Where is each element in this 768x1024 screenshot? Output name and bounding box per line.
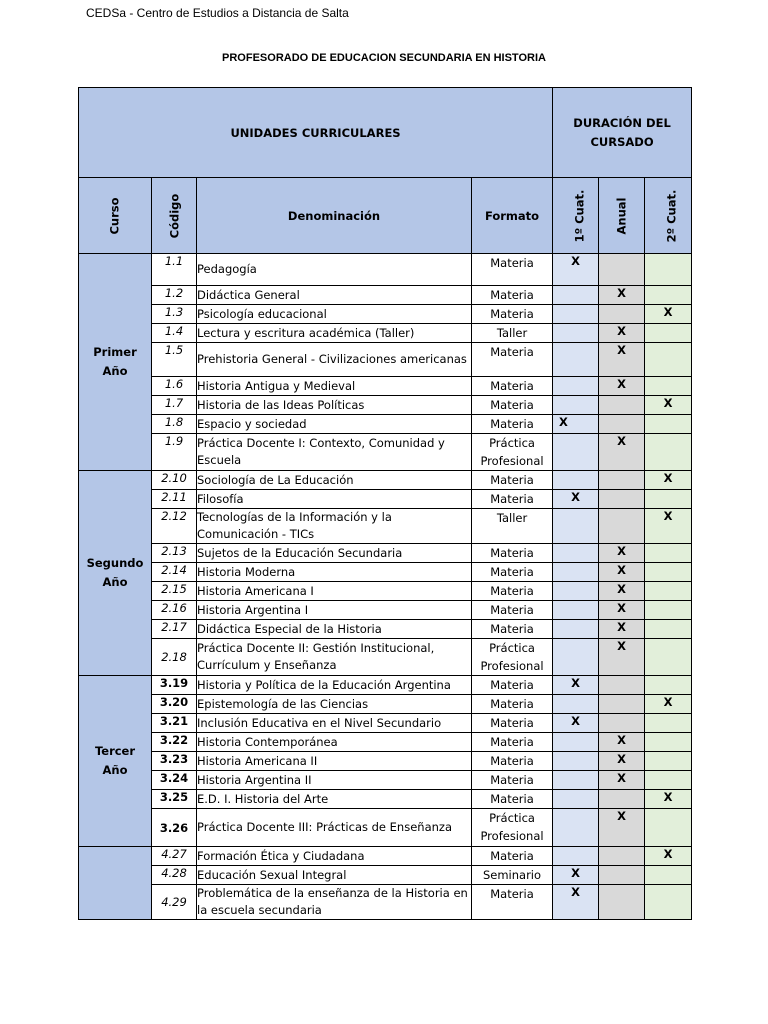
anual-cell: X: [599, 639, 645, 676]
col-anual: Anual: [599, 178, 645, 254]
anual-cell: [599, 714, 645, 733]
formato-cell: Materia: [472, 563, 553, 582]
formato-cell: Materia: [472, 254, 553, 286]
table-row: [79, 866, 692, 885]
cuat2-cell: [645, 809, 692, 847]
denominacion-cell: Prehistoria General - Civilizaciones americanas: [197, 343, 472, 377]
formato-cell: Taller: [472, 509, 553, 544]
cuat2-cell: [645, 752, 692, 771]
formato-cell: Materia: [472, 620, 553, 639]
cuat1-cell: [553, 544, 599, 563]
denominacion-cell: Historia Moderna: [197, 563, 472, 582]
denominacion-cell: Historia y Política de la Educación Argentina: [197, 676, 472, 695]
cuat1-cell: [553, 471, 599, 490]
cuat2-cell: [645, 771, 692, 790]
anual-cell: X: [599, 752, 645, 771]
code-cell: 3.26: [152, 809, 197, 847]
cuat2-cell: [645, 714, 692, 733]
cuat1-cell: [553, 809, 599, 847]
code-cell: 2.13: [152, 544, 197, 563]
year-cell: [79, 254, 152, 471]
table-row: [79, 544, 692, 563]
formato-cell: Materia: [472, 471, 553, 490]
cuat2-cell: [645, 885, 692, 920]
year-label-line2: Año: [102, 364, 128, 378]
cuat2-cell: [645, 639, 692, 676]
cuat1-cell: X: [553, 676, 599, 695]
formato-cell: Materia: [472, 582, 553, 601]
denominacion-cell: Inclusión Educativa en el Nivel Secundario: [197, 714, 472, 733]
code-cell: 3.25: [152, 790, 197, 809]
col-2-cuat: 2º Cuat.: [645, 178, 692, 254]
code-cell: 2.10: [152, 471, 197, 490]
document-title: PROFESORADO DE EDUCACION SECUNDARIA EN HISTORIA: [222, 52, 546, 64]
table-row: [79, 620, 692, 639]
cuat2-cell: X: [645, 305, 692, 324]
formato-cell: Práctica Profesional: [472, 639, 553, 676]
denominacion-cell: E.D. I. Historia del Arte: [197, 790, 472, 809]
code-cell: 1.2: [152, 286, 197, 305]
cuat2-cell: [645, 377, 692, 396]
formato-cell: Práctica Profesional: [472, 809, 553, 847]
code-cell: 1.1: [152, 254, 197, 286]
table-row: [79, 733, 692, 752]
formato-cell: Materia: [472, 885, 553, 920]
col-codigo: Código: [152, 178, 197, 254]
cuat1-cell: [553, 639, 599, 676]
table-row: [79, 639, 692, 676]
anual-cell: [599, 490, 645, 509]
year-label-line2: Año: [102, 575, 128, 589]
denominacion-cell: Sujetos de la Educación Secundaria: [197, 544, 472, 563]
table-row: [79, 415, 692, 434]
cuat1-cell: [553, 752, 599, 771]
anual-cell: X: [599, 286, 645, 305]
curriculum-table: [78, 87, 692, 920]
year-cell: [79, 471, 152, 676]
code-cell: 2.18: [152, 639, 197, 676]
table-row: [79, 324, 692, 343]
anual-cell: X: [599, 771, 645, 790]
cuat2-cell: [645, 343, 692, 377]
table-row: [79, 509, 692, 544]
table-row: [79, 434, 692, 471]
cuat2-cell: X: [645, 509, 692, 544]
anual-cell: [599, 254, 645, 286]
cuat1-cell: [553, 733, 599, 752]
code-cell: 1.7: [152, 396, 197, 415]
cuat1-cell: X: [553, 714, 599, 733]
code-cell: 4.29: [152, 885, 197, 920]
table-row: [79, 676, 692, 695]
denominacion-cell: Historia de las Ideas Políticas: [197, 396, 472, 415]
code-cell: 3.20: [152, 695, 197, 714]
formato-cell: Materia: [472, 286, 553, 305]
code-cell: 3.23: [152, 752, 197, 771]
denominacion-cell: Historia Americana I: [197, 582, 472, 601]
anual-cell: [599, 790, 645, 809]
cuat2-cell: [645, 415, 692, 434]
table-row: [79, 286, 692, 305]
denominacion-cell: Práctica Docente I: Contexto, Comunidad y Escuela: [197, 434, 472, 471]
code-cell: 1.3: [152, 305, 197, 324]
col-denominacion: Denominación: [197, 178, 472, 254]
formato-cell: Práctica Profesional: [472, 434, 553, 471]
anual-cell: X: [599, 733, 645, 752]
denominacion-cell: Práctica Docente II: Gestión Institucional, Currículum y Enseñanza: [197, 639, 472, 676]
table-row: [79, 396, 692, 415]
code-cell: 3.19: [152, 676, 197, 695]
formato-cell: Materia: [472, 415, 553, 434]
anual-cell: X: [599, 582, 645, 601]
cuat1-cell: [553, 771, 599, 790]
anual-cell: X: [599, 377, 645, 396]
curriculum-body: [79, 254, 692, 920]
denominacion-cell: Espacio y sociedad: [197, 415, 472, 434]
denominacion-cell: Historia Contemporánea: [197, 733, 472, 752]
year-cell: [79, 676, 152, 847]
table-row: [79, 752, 692, 771]
formato-cell: Materia: [472, 490, 553, 509]
anual-cell: [599, 885, 645, 920]
cuat1-cell: X: [553, 490, 599, 509]
formato-cell: Materia: [472, 676, 553, 695]
anual-cell: X: [599, 434, 645, 471]
formato-cell: Materia: [472, 396, 553, 415]
formato-cell: Materia: [472, 305, 553, 324]
code-cell: 2.17: [152, 620, 197, 639]
formato-cell: Taller: [472, 324, 553, 343]
cuat1-cell: [553, 582, 599, 601]
anual-cell: [599, 866, 645, 885]
code-cell: 4.28: [152, 866, 197, 885]
table-row: [79, 471, 692, 490]
code-cell: 2.16: [152, 601, 197, 620]
code-cell: 2.15: [152, 582, 197, 601]
code-cell: 1.5: [152, 343, 197, 377]
denominacion-cell: Historia Argentina I: [197, 601, 472, 620]
denominacion-cell: Tecnologías de la Información y la Comunicación - TICs: [197, 509, 472, 544]
cuat1-cell: [553, 601, 599, 620]
col-curso: Curso: [79, 178, 152, 254]
year-cell: [79, 847, 152, 920]
cuat1-cell: [553, 377, 599, 396]
denominacion-cell: Lectura y escritura académica (Taller): [197, 324, 472, 343]
cuat1-cell: [553, 396, 599, 415]
code-cell: 3.21: [152, 714, 197, 733]
cuat2-cell: [645, 733, 692, 752]
formato-cell: Materia: [472, 377, 553, 396]
anual-cell: [599, 676, 645, 695]
table-row: [79, 790, 692, 809]
duration-header-line2: CURSADO: [590, 134, 654, 149]
formato-cell: Materia: [472, 544, 553, 563]
cuat1-cell: [553, 286, 599, 305]
table-row: [79, 809, 692, 847]
table-row: [79, 885, 692, 920]
cuat2-cell: [645, 286, 692, 305]
table-row: [79, 377, 692, 396]
table-row: [79, 563, 692, 582]
denominacion-cell: Sociología de La Educación: [197, 471, 472, 490]
year-label-line2: Año: [102, 763, 128, 777]
cuat2-cell: [645, 324, 692, 343]
table-row: [79, 771, 692, 790]
cuat1-cell: [553, 305, 599, 324]
table-row: [79, 343, 692, 377]
curricular-units-header: UNIDADES CURRICULARES: [79, 88, 553, 178]
cuat2-cell: X: [645, 396, 692, 415]
formato-cell: Materia: [472, 790, 553, 809]
code-cell: 3.22: [152, 733, 197, 752]
cuat1-cell: X: [553, 415, 599, 434]
code-cell: 1.9: [152, 434, 197, 471]
anual-cell: X: [599, 324, 645, 343]
anual-cell: X: [599, 601, 645, 620]
denominacion-cell: Problemática de la enseñanza de la Historia en la escuela secundaria: [197, 885, 472, 920]
cuat2-cell: X: [645, 471, 692, 490]
table-row: [79, 490, 692, 509]
cuat1-cell: [553, 620, 599, 639]
cuat1-cell: X: [553, 885, 599, 920]
cuat1-cell: [553, 847, 599, 866]
table-row: [79, 695, 692, 714]
cuat2-cell: [645, 620, 692, 639]
table-row: [79, 847, 692, 866]
formato-cell: Materia: [472, 847, 553, 866]
code-cell: 3.24: [152, 771, 197, 790]
cuat1-cell: [553, 790, 599, 809]
formato-cell: Materia: [472, 714, 553, 733]
code-cell: 4.27: [152, 847, 197, 866]
cuat1-cell: X: [553, 866, 599, 885]
document-header: CEDSa - Centro de Estudios a Distancia de Salta: [86, 6, 349, 20]
anual-cell: [599, 396, 645, 415]
denominacion-cell: Didáctica General: [197, 286, 472, 305]
cuat1-cell: [553, 509, 599, 544]
formato-cell: Materia: [472, 343, 553, 377]
formato-cell: Seminario: [472, 866, 553, 885]
denominacion-cell: Práctica Docente III: Prácticas de Enseñanza: [197, 809, 472, 847]
table-row: [79, 582, 692, 601]
table-row: [79, 305, 692, 324]
code-cell: 1.8: [152, 415, 197, 434]
denominacion-cell: Psicología educacional: [197, 305, 472, 324]
year-label-line1: Tercer: [94, 744, 136, 758]
cuat1-cell: [553, 343, 599, 377]
cuat2-cell: X: [645, 695, 692, 714]
denominacion-cell: Historia Americana II: [197, 752, 472, 771]
cuat2-cell: [645, 676, 692, 695]
anual-cell: [599, 415, 645, 434]
anual-cell: X: [599, 809, 645, 847]
cuat1-cell: [553, 324, 599, 343]
code-cell: 2.12: [152, 509, 197, 544]
anual-cell: [599, 847, 645, 866]
table-row: [79, 254, 692, 286]
denominacion-cell: Historia Antigua y Medieval: [197, 377, 472, 396]
anual-cell: X: [599, 563, 645, 582]
cuat2-cell: [645, 601, 692, 620]
cuat2-cell: [645, 254, 692, 286]
year-label-line1: Primer: [93, 345, 137, 359]
denominacion-cell: Educación Sexual Integral: [197, 866, 472, 885]
col-formato: Formato: [472, 178, 553, 254]
anual-cell: [599, 305, 645, 324]
year-label-line1: Segundo: [86, 556, 144, 570]
formato-cell: Materia: [472, 733, 553, 752]
cuat2-cell: [645, 490, 692, 509]
cuat1-cell: X: [553, 254, 599, 286]
formato-cell: Materia: [472, 695, 553, 714]
anual-cell: X: [599, 544, 645, 563]
denominacion-cell: Epistemología de las Ciencias: [197, 695, 472, 714]
formato-cell: Materia: [472, 771, 553, 790]
code-cell: 2.14: [152, 563, 197, 582]
denominacion-cell: Didáctica Especial de la Historia: [197, 620, 472, 639]
formato-cell: Materia: [472, 601, 553, 620]
code-cell: 1.6: [152, 377, 197, 396]
code-cell: 2.11: [152, 490, 197, 509]
cuat2-cell: [645, 434, 692, 471]
anual-cell: [599, 695, 645, 714]
denominacion-cell: Pedagogía: [197, 254, 472, 286]
cuat1-cell: [553, 563, 599, 582]
table-row: [79, 601, 692, 620]
anual-cell: X: [599, 620, 645, 639]
anual-cell: [599, 471, 645, 490]
denominacion-cell: Filosofía: [197, 490, 472, 509]
anual-cell: [599, 509, 645, 544]
duration-header-line1: DURACIÓN DEL: [573, 115, 671, 130]
cuat2-cell: [645, 582, 692, 601]
cuat2-cell: [645, 544, 692, 563]
col-1-cuat: 1º Cuat.: [553, 178, 599, 254]
anual-cell: X: [599, 343, 645, 377]
code-cell: 1.4: [152, 324, 197, 343]
duration-header: [553, 88, 692, 178]
cuat2-cell: X: [645, 847, 692, 866]
denominacion-cell: Historia Argentina II: [197, 771, 472, 790]
cuat1-cell: [553, 695, 599, 714]
cuat2-cell: [645, 563, 692, 582]
cuat1-cell: [553, 434, 599, 471]
table-row: [79, 714, 692, 733]
formato-cell: Materia: [472, 752, 553, 771]
cuat2-cell: [645, 866, 692, 885]
denominacion-cell: Formación Ética y Ciudadana: [197, 847, 472, 866]
cuat2-cell: X: [645, 790, 692, 809]
